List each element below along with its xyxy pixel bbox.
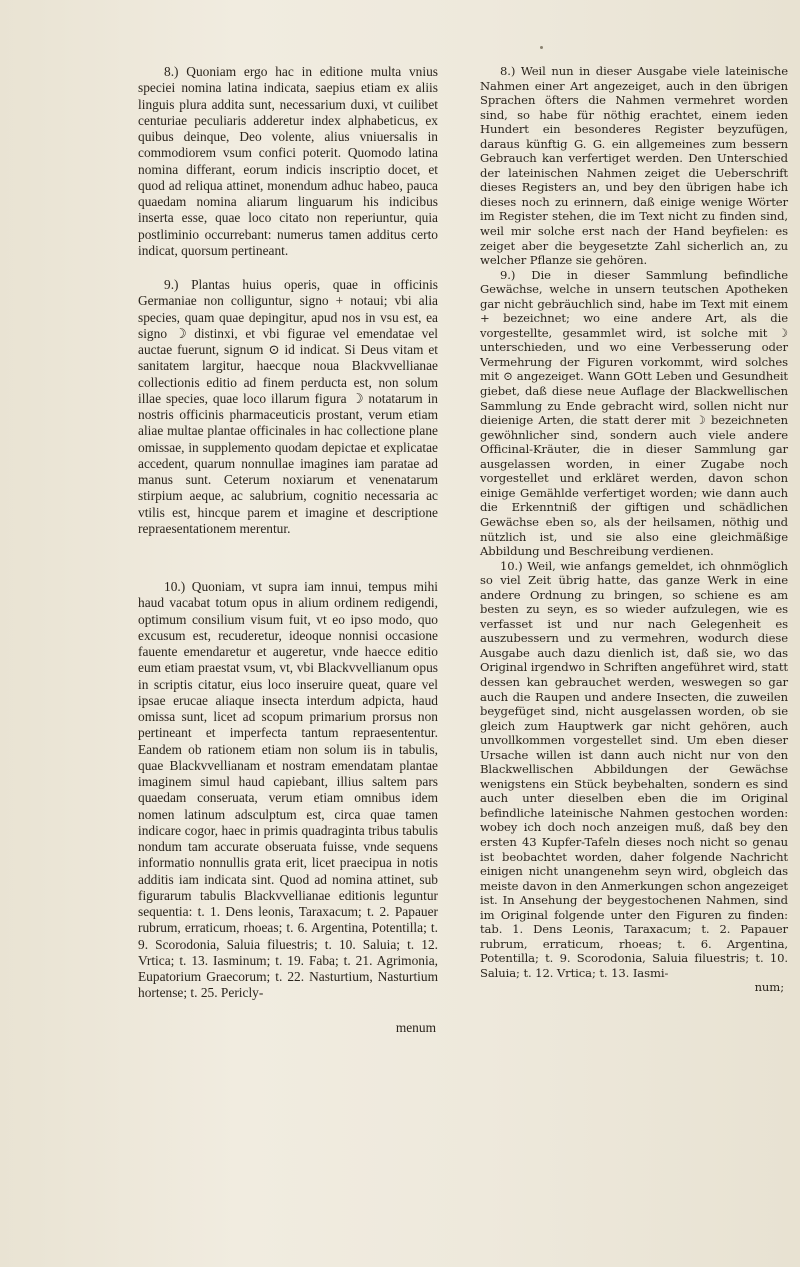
latin-paragraph-8: 8.) Quoniam ergo hac in editione multa vnius speciei nomina latina indicata, saepius etiam ex aliis linguis plura addita sunt, necessarium duxi, vt cuilibet centuriae peculiaris adderetur index alphabeticus, ex quibus deinque, Deo volente, alius vniuersalis in commodiorem vsum confici poterit. Quomodo latina nomina differant, eorum indicis inscriptio docet, et quod ad reliqua attinet, monendum adhuc habeo, pauca quaedam nomina aliarum linguarum his indicibus inserta esse, quae loco citato non reperiuntur, quia postliminio occurrebant: numerus tamen additus certo indicat, quorsum pertineant. xyxy=(138,64,438,258)
german-paragraph-9: 9.) Die in dieser Sammlung befindliche Gewächse, welche in unsern teutschen Apotheken gar nicht gebräuchlich sind, habe im Text mit einem + bezeichnet; wo eine andere Art, als die vorgestellte, gesammlet wird, ist solche mit ☽ unterschieden, und wo eine Verbesserung oder Vermehrung der Figuren vorkommt, wird solches mit ⊙ angezeiget. Wann GOtt Leben und Gesundheit giebet, daß diese neue Auflage der Blackwellischen Sammlung zu Ende gebracht wird, sollen nicht nur dieienige Arten, die statt derer mit ☽ bezeichneten gewöhnlicher sind, sondern auch viele andere Officinal-Kräuter, die in dieser Sammlung gar ausgelassen worden, in einer Zugabe noch vorgestellet und erkläret werden, davon schon einige Gemählde verfertiget worden; wie dann auch die Erkenntniß der giftigen und schädlichen Gewächse eben so, als der heilsamen, nöthig und nützlich ist, und sie also eine gleichmäßige Abbildung und Beschreibung verdienen. xyxy=(480,267,788,559)
german-column xyxy=(480,64,788,995)
german-paragraph-8: 8.) Weil nun in dieser Ausgabe viele lateinische Nahmen einer Art angezeiget, auch in den übrigen Sprachen öfters die Nahmen vermehret worden sind, so habe für nöthig erachtet, einem ieden Hundert ein besonderes Register beyzufügen, daraus künftig G. G. ein allgemeines zum bessern Gebrauch kan verfertiget werden. Den Unterschied der lateinischen Nahmen zeiget die Ueberschrift dieses Registers an, und bey den übrigen habe ich dieses noch zu erinnern, daß einige wenige Wörter im Register stehen, die im Text nicht zu finden sind, weil mir solche erst nach der Hand beyfielen: es zeiget aber die beygesetzte Zahl sicherlich an, zu welcher Pflanze sie gehören. xyxy=(480,64,788,268)
latin-paragraph-10: 10.) Quoniam, vt supra iam innui, tempus mihi haud vacabat totum opus in alium ordinem redigendi, optimum consilium visum fuit, vt eo ipso modo, quo excusum est, recuderetur, ideoque nonnisi occasione fauente emendaretur et augeretur, vnde haecce editio eum etiam praestat vsum, vt, vbi Blackvvellianum opus in scriptis citatur, eius loco inseruire queat, quare vel ipsae erucae aliaque insecta interdum adpicta, haud omissa sunt, licet ad scopum primarium prorsus non pertineant et imperfecta tantum repraesententur. Eandem ob rationem etiam non solum iis in tabulis, quae Blackvvellianam et nostram emendatam plantae imaginem simul haud capiebant, illius saltem pars quaedam conseruata, verum etiam omnibus idem nomen latinum adsculptum est, circa quae tamen indicare cogor, haec in primis quadraginta tribus tabulis nondum tam accurate obseruata fuisse, vnde sequens informatio nonnullis grata erit, licet praecipua in notis additis iam indicata sint. Quod ad nomina attinet, sub figurarum tabulis Blackvvellianae editionis leguntur sequentia: t. 1. Dens leonis, Taraxacum; t. 2. Papauer rubrum, erraticum, rhoeas; t. 6. Argentina, Potentilla; t. 9. Scorodonia, Saluia filuestris; t. 10. Saluia; t. 12. Vrtica; t. 13. Iasminum; t. 19. Faba; t. 21. Agrimonia, Eupatorium Graecorum; t. 22. Nasturtium, Nasturtium hortense; t. 25. Pericly- xyxy=(138,579,438,1001)
latin-column xyxy=(138,64,438,1036)
german-catchword: num; xyxy=(754,980,784,995)
latin-paragraph-9: 9.) Plantas huius operis, quae in officinis Germaniae non colliguntur, signo + notaui; vbi alia species, quam quae depingitur, apud nos in vsu est, ea signo ☽ distinxi, et vbi figurae vel emendatae vel auctae fuerunt, signum ⊙ id indicat. Si Deus vitam et sanitatem largitur, haecque noua Blackvvellianae collectionis editio ad finem perducta est, non solum illae species, quae loco illarum figura ☽ notatarum in nostris officinis pharmaceuticis prostant, verum etiam aliae multae plantae officinales in hac collectione plane omissae, in supplemento quodam depictae et explicatae accedent, quarum nonnullae imagines iam paratae ad manus sunt. Ceterum noxiarum et venenatarum stirpium aeque, ac salubrium, cognitio necessaria ac vtilis est, hincque parem et imagine et descriptione repraesentationem merentur. xyxy=(138,277,438,536)
latin-catchword: menum xyxy=(395,1019,436,1035)
ink-speck xyxy=(540,46,543,49)
german-paragraph-10: 10.) Weil, wie anfangs gemeldet, ich ohnmöglich so viel Zeit übrig hatte, das ganze Werk in eine andere Ordnung zu bringen, so schiene es am besten zu seyn, es so wieder aufzulegen, wie es verfasset ist und nur nach Gelegenheit es auszubessern und zu vermehren, wodurch diese Ausgabe auch dazu dienlich ist, daß sie, wo das Original irgendwo in Schriften angeführet wird, statt dessen kan gebrauchet werden, weswegen so gar auch die Raupen und andere Insecten, die zuweilen beygefüget sind, nicht ausgelassen worden, ob sie gleich zum Hauptwerk gar nicht gehören, auch unvollkommen vorgestellet sind. Um eben dieser Ursache willen ist dann auch nicht nur von den Blackwellischen Abbildungen der Gewächse wenigstens ein Stück beybehalten, sondern es sind auch unter dieselben eben die im Original befindliche lateinische Nahmen gestochen worden: wobey ich doch noch anzeigen muß, daß bey den ersten 43 Kupfer-Tafeln dieses noch nicht so genau ist beobachtet worden, daher folgende Nachricht einigen nicht unangenehm seyn wird, obgleich das meiste davon in den Anmerkungen schon angezeiget ist. In Ansehung der beygestochenen Nahmen, sind im Original folgende unter den Figuren zu finden: tab. 1. Dens Leonis, Taraxacum; t. 2. Papauer rubrum, erraticum, rhoeas; t. 6. Argentina, Potentilla; t. 9. Scorodonia, Saluia filuestris; t. 10. Saluia; t. 12. Vrtica; t. 13. Iasmi- xyxy=(480,558,788,980)
